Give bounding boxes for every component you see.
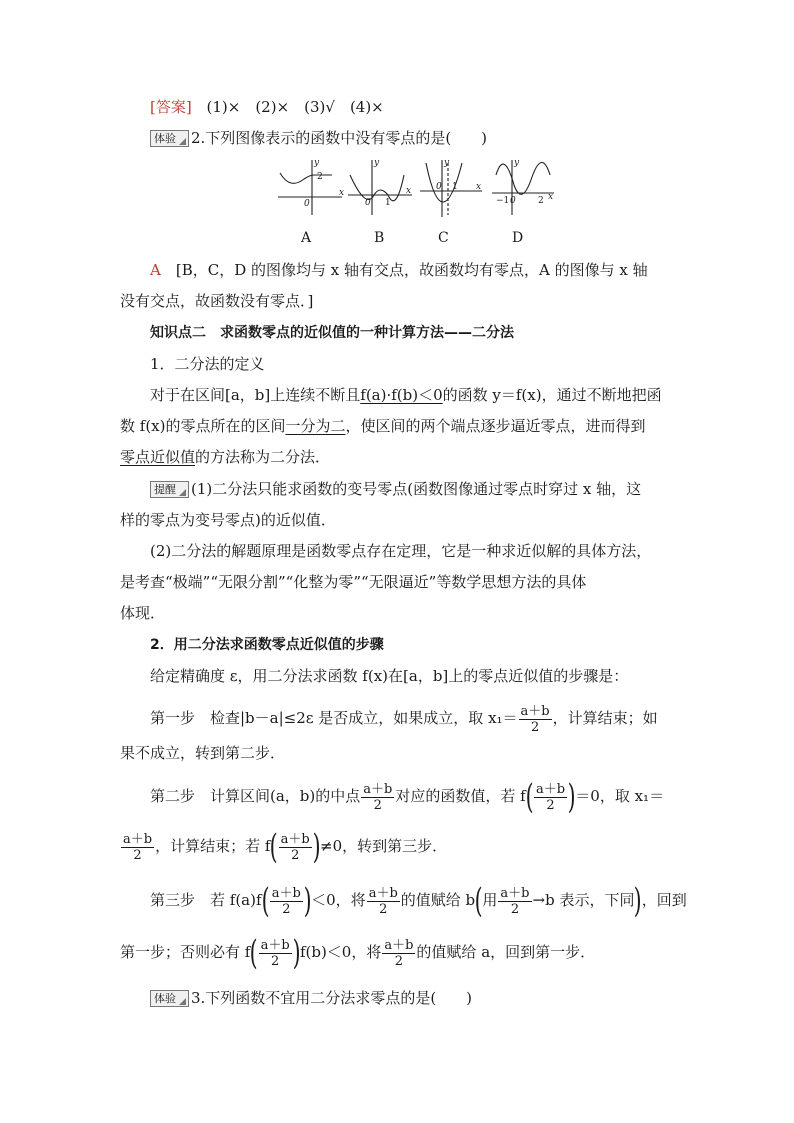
frac-num: a＋b: [260, 937, 290, 953]
graph-b: [348, 160, 412, 215]
def-l2a: 数 f(x)的零点所在的区间: [120, 417, 286, 435]
frac-num: a＋b: [280, 831, 310, 847]
graph-c-0: 0: [436, 182, 442, 192]
frac-num: a＋b: [535, 781, 566, 797]
exercise-3-text: 3.下列函数不宜用二分法求零点的是( ): [191, 989, 473, 1007]
graph-a-2: 2: [317, 172, 323, 182]
step2-e: ≠0，转到第三步．: [320, 837, 448, 855]
tip-l1: (1)二分法只能求函数的变号零点(函数图像通过零点时穿过 x 轴，这: [191, 480, 642, 498]
knowledge-point-2: 知识点二 求函数零点的近似值的一种计算方法——二分法: [150, 325, 514, 341]
definition-line-3: [120, 446, 330, 468]
answer-items: (1)× (2)× (3)√ (4)×: [206, 98, 384, 116]
graph-a-y: y: [314, 158, 320, 168]
graph-b-x: x: [406, 186, 412, 196]
fraction: [519, 704, 552, 735]
step3-f: ，回到: [641, 891, 687, 909]
step3-c: 的值赋给 b: [400, 891, 476, 909]
graph-b-0: 0: [365, 198, 371, 208]
graph-b-y: y: [374, 158, 380, 168]
frac-den: 2: [546, 797, 555, 813]
step3-g: 第一步；否则必有 f: [120, 943, 251, 961]
step-3-line-1: [150, 880, 687, 920]
step3-b: ＜0，将: [311, 891, 366, 909]
right-paren: ): [303, 881, 312, 921]
exercise-2: [150, 127, 487, 149]
frac-den: 2: [530, 719, 540, 735]
step3-e: →b 表示，下同: [532, 891, 635, 909]
step-1-line-1: [150, 698, 658, 738]
frac-den: 2: [379, 901, 388, 917]
solution-line-2: 没有交点，故函数没有零点．]: [120, 292, 314, 310]
step2-d: ，计算结束；若 f: [155, 837, 271, 855]
fraction: [367, 886, 400, 917]
graph-c: [420, 160, 482, 217]
graph-d-m1: −1: [496, 196, 510, 206]
def-l2b: ，使区间的两个端点逐步逼近零点，进而得到: [345, 417, 646, 435]
frac-den: 2: [291, 847, 300, 863]
left-paren: (: [270, 827, 279, 867]
frac-num: a＋b: [123, 831, 153, 847]
frac-num: a＋b: [500, 885, 530, 901]
exercise-tag: 体验: [150, 990, 189, 1007]
step3-i: 的值赋给 a，回到第一步．: [416, 943, 596, 961]
fraction: [279, 832, 312, 863]
step3-h: f(b)＜0，将: [299, 943, 382, 961]
tip-tag: 提醒: [150, 481, 189, 498]
frac-num: a＋b: [520, 703, 550, 719]
fraction: [259, 938, 292, 969]
section-1-title: 1．二分法的定义: [150, 355, 265, 373]
right-paren: ): [567, 777, 576, 817]
graph-label-d: D: [512, 230, 524, 246]
step1-b: ，计算结束；如: [552, 709, 658, 727]
graph-b-1: 1: [385, 198, 391, 208]
left-paren: (: [261, 881, 270, 921]
step3-a: 第三步 若 f(a)f: [150, 891, 262, 909]
def-l1a: 对于在区间[a，b]上连续不断且: [150, 386, 361, 404]
frac-den: 2: [373, 797, 382, 813]
exercise-2-text: 2.下列图像表示的函数中没有零点的是( ): [191, 129, 488, 147]
left-paren: (: [525, 777, 534, 817]
def-l3u: 零点近似值: [120, 448, 196, 466]
section-2-title: 2．用二分法求函数零点近似值的步骤: [150, 637, 384, 653]
step-1-line-2: 果不成立，转到第二步．: [120, 744, 286, 762]
frac-num: a＋b: [368, 885, 398, 901]
solution-text-1: [B，C，D 的图像均与 x 轴有交点，故函数均有零点，A 的图像与 x 轴: [175, 261, 648, 279]
tip-line-3: (2)二分法的解题原理是函数零点存在定理，它是一种求近似解的具体方法，: [150, 542, 652, 560]
graph-d: [492, 160, 554, 215]
right-paren: ): [292, 933, 301, 973]
graph-d-0: 0: [510, 196, 516, 206]
fraction: [498, 886, 531, 917]
function-graphs: [270, 155, 560, 225]
right-paren: ): [634, 881, 643, 921]
def-l2u: 一分为二: [285, 417, 346, 435]
fraction: [121, 832, 154, 863]
graph-c-y: y: [444, 158, 450, 168]
step-3-line-2: [120, 932, 595, 972]
answer-label: [答案]: [150, 98, 192, 116]
right-paren: ): [312, 827, 321, 867]
solution-line-1: [150, 259, 648, 281]
graph-a-0: 0: [304, 199, 310, 209]
step2-a: 第二步 计算区间(a，b)的中点: [150, 787, 361, 805]
graph-a-x: x: [339, 188, 345, 198]
fraction: [534, 782, 567, 813]
exercise-3: [150, 987, 472, 1009]
frac-den: 2: [270, 953, 280, 969]
frac-den: 2: [394, 953, 404, 969]
step2-c: ＝0，取 x₁＝: [575, 787, 665, 805]
answer-line: [150, 96, 384, 118]
graph-label-a: A: [301, 230, 312, 246]
graph-a: [278, 160, 345, 215]
graph-c-1: 1: [452, 182, 458, 192]
def-l1u: f(a)·f(b)＜0: [360, 386, 443, 404]
definition-line-2: [120, 415, 646, 437]
graph-d-x: x: [548, 192, 554, 202]
frac-den: 2: [282, 901, 291, 917]
frac-num: a＋b: [271, 885, 301, 901]
graph-label-b: B: [374, 230, 385, 246]
exercise-tag: 体验: [150, 130, 189, 147]
tip-line-2: 样的零点为变号零点)的近似值．: [120, 511, 336, 529]
left-paren: (: [474, 881, 483, 921]
step-2-line-1: [150, 776, 664, 816]
def-l3b: 的方法称为二分法．: [195, 448, 331, 466]
frac-num: a＋b: [384, 937, 414, 953]
fraction: [270, 886, 303, 917]
fraction: [382, 938, 415, 969]
tip-line-1: [150, 478, 641, 500]
graph-d-2: 2: [538, 196, 544, 206]
steps-intro: 给定精确度 ε，用二分法求函数 f(x)在[a，b]上的零点近似值的步骤是：: [150, 667, 629, 685]
graph-label-c: C: [438, 230, 449, 246]
step1-a: 第一步 检查|b－a|≤2ε 是否成立，如果成立，取 x₁＝: [150, 709, 518, 727]
frac-den: 2: [510, 901, 520, 917]
tip-line-4: 是考查“极端”“无限分割”“化整为零”“无限逼近”等数学思想方法的具体: [120, 573, 587, 591]
definition-line-1: [150, 384, 662, 406]
graph-d-y: y: [514, 158, 520, 168]
solution-answer: A: [150, 261, 161, 279]
step3-d: 用: [482, 891, 498, 909]
frac-den: 2: [133, 847, 142, 863]
graph-c-x: x: [476, 182, 482, 192]
def-l1b: 的函数 y＝f(x)，通过不断地把函: [442, 386, 662, 404]
left-paren: (: [249, 933, 258, 973]
tip-line-5: 体现．: [120, 604, 166, 622]
step2-b: 对应的函数值，若 f: [395, 787, 526, 805]
frac-num: a＋b: [363, 781, 393, 797]
fraction: [361, 782, 394, 813]
step-2-line-2: [120, 826, 447, 866]
